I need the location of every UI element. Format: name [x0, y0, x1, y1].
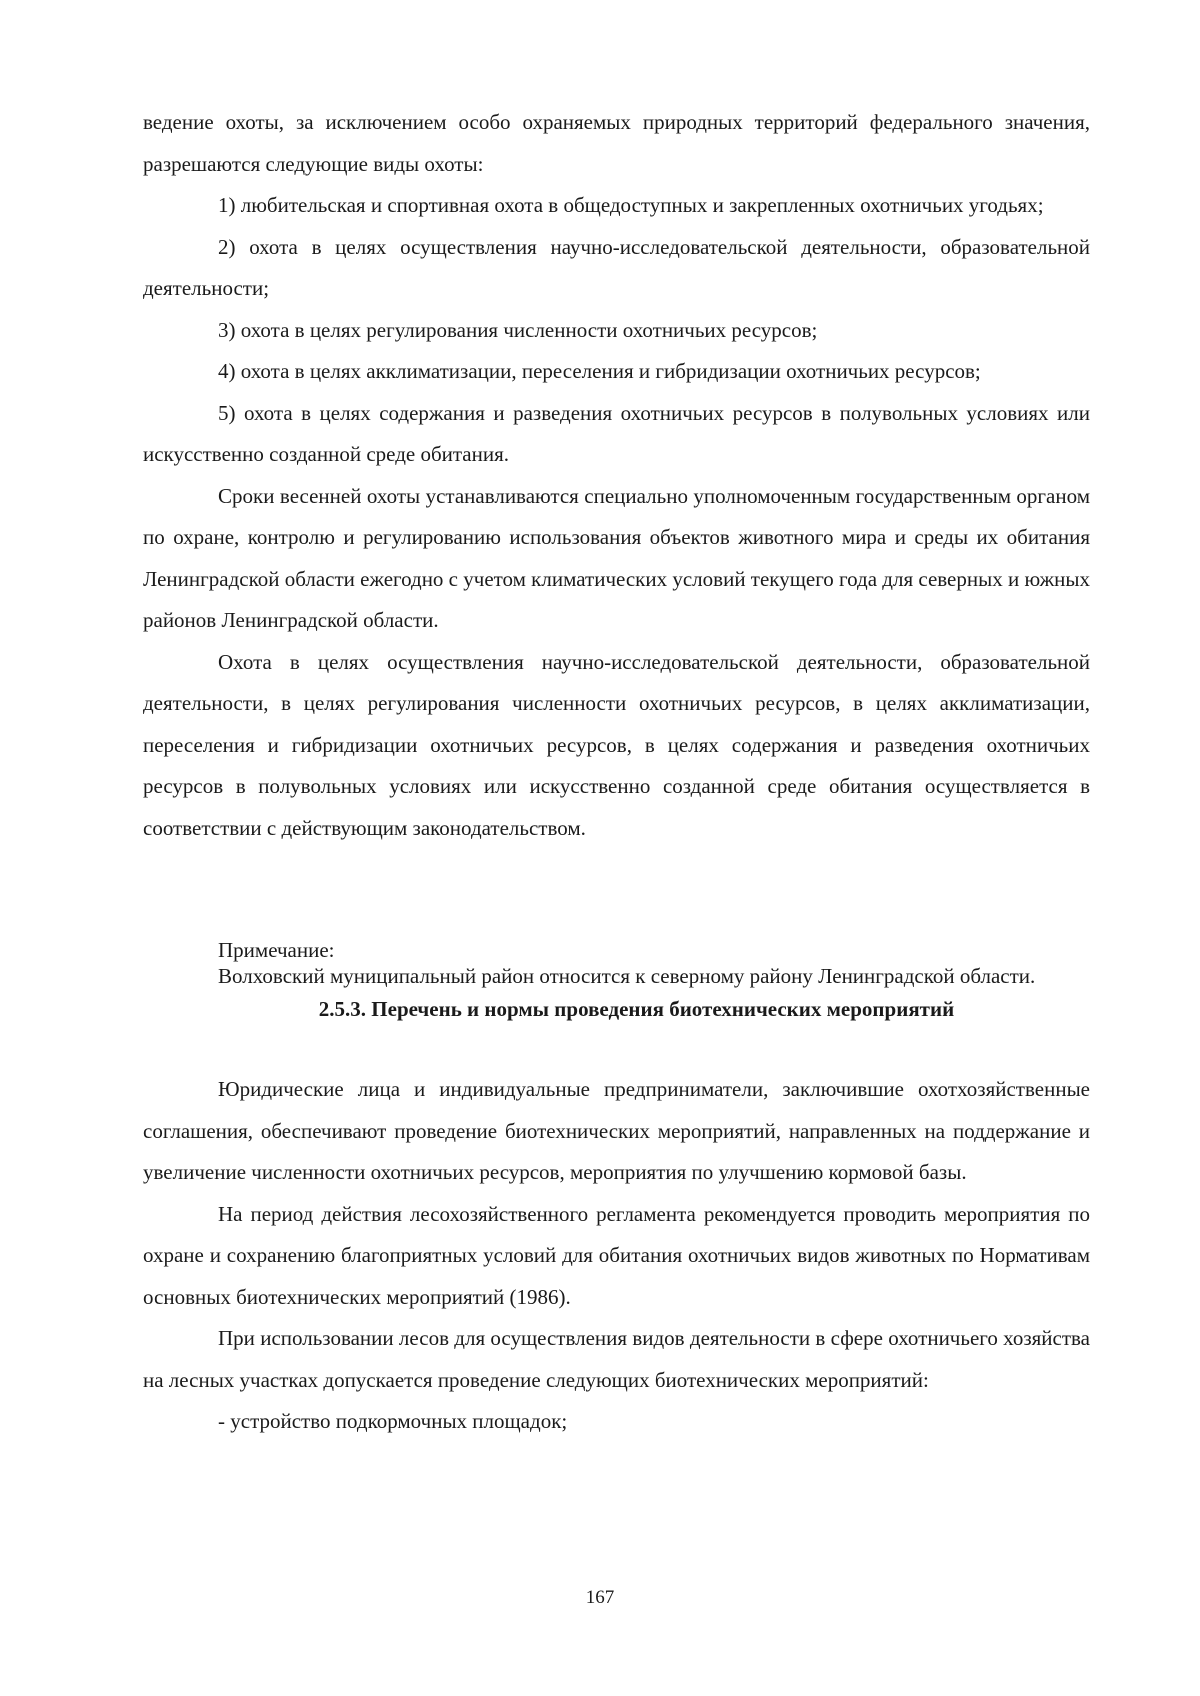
note-block [143, 937, 1090, 1025]
page-number: 167 [585, 1587, 615, 1608]
paragraph-forest-use: При использовании лесов для осуществления видов деятельности в сфере охотничьего хозяйства на лесных участках допускается проведение следующих биотехнических мероприятий: [143, 1326, 1090, 1392]
paragraph-spring-hunting-dates: Сроки весенней охоты устанавливаются специально уполномоченным государственным органом по охране, контролю и регулированию использования объектов животного мира и среды их обитания Ленинградской области ежегодно с учетом климатических условий текущего года для северных и южных районов Ленинградской области. [143, 483, 1090, 632]
list-item-hunting-type-5: 5) охота в целях содержания и разведения охотничьих ресурсов в полувольных условиях или искусственно созданной среде обитания. [143, 400, 1090, 466]
list-item-hunting-type-4: 4) охота в целях акклиматизации, переселения и гибридизации охотничьих ресурсов; [218, 359, 981, 383]
note-text: Волховский муниципальный район относится к северному району Ленинградской области. [218, 964, 1036, 988]
paragraph-intro: ведение охоты, за исключением особо охраняемых природных территорий федерального значения, разрешаются следующие виды охоты: [143, 110, 1090, 176]
paragraph-special-hunting: Охота в целях осуществления научно-исследовательской деятельности, образовательной деятельности, в целях регулирования численности охотничьих ресурсов, в целях акклиматизации, переселения и гибридизации охотничьих ресурсов, в целях содержания и разведения охотничьих ресурсов в полувольных условиях или искусственно созданной среде обитания осуществляется в соответствии с действующим законодательством. [143, 649, 1090, 840]
body-text-upper [143, 102, 1090, 849]
section-heading: 2.5.3. Перечень и нормы проведения биотехнических мероприятий [318, 997, 955, 1021]
list-item-feeding-sites: - устройство подкормочных площадок; [218, 1409, 568, 1433]
list-item-hunting-type-1: 1) любительская и спортивная охота в общедоступных и закрепленных охотничьих угодьях; [218, 193, 1044, 217]
list-item-hunting-type-2: 2) охота в целях осуществления научно-исследовательской деятельности, образовательной деятельности; [143, 234, 1090, 300]
note-label: Примечание: [218, 938, 335, 962]
body-text-lower [143, 1069, 1090, 1443]
paragraph-legal-entities: Юридические лица и индивидуальные предприниматели, заключившие охотхозяйственные соглашения, обеспечивают проведение биотехнических мероприятий, направленных на поддержание и увеличение численности охотничьих ресурсов, мероприятия по улучшению кормовой базы. [143, 1077, 1090, 1184]
list-item-hunting-type-3: 3) охота в целях регулирования численности охотничьих ресурсов; [218, 317, 818, 342]
paragraph-regulation-period: На период действия лесохозяйственного регламента рекомендуется проводить мероприятия по охране и сохранению благоприятных условий для обитания охотничьих видов животных по Нормативам основных биотехнических мероприятий (1986). [143, 1201, 1090, 1309]
